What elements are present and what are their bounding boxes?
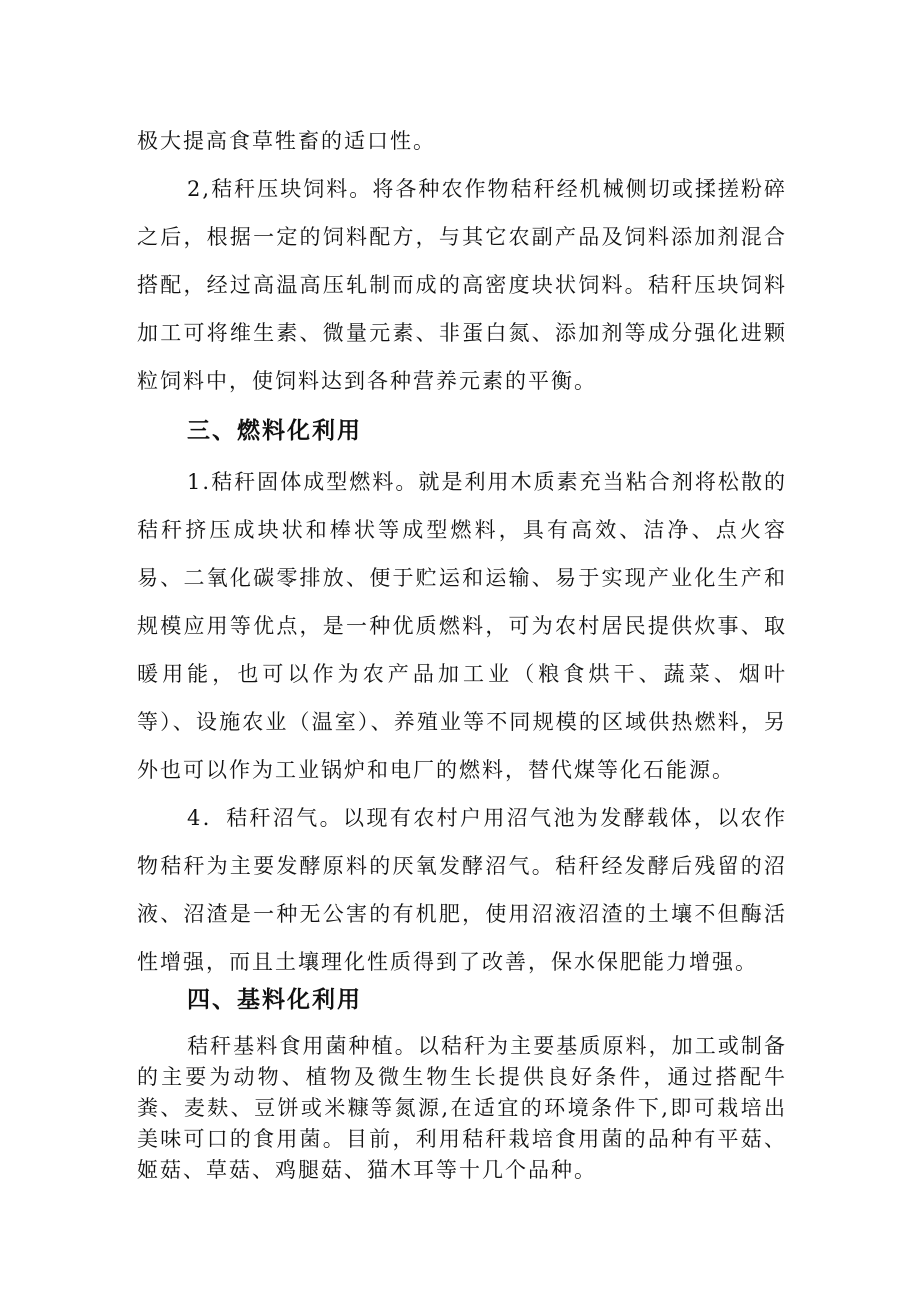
paragraph-mushroom-cultivation: 秸秆基料食用菌种植。以秸秆为主要基质原料，加工或制备的主要为动物、植物及微生物生长提供良好条件，通过搭配牛粪、麦麸、豆饼或米糠等氮源,在适宜的环境条件下,即可栽培出美味可口的食用菌。目前，利用秸秆栽培食用菌的品种有平菇、姬菇、草菇、鸡腿菇、猫木耳等十几个品种。: [137, 1034, 787, 1182]
paragraph-continuation: 极大提高食草牲畜的适口性。: [137, 129, 436, 153]
section-heading-substrate-utilization: 四、基料化利用: [187, 987, 362, 1013]
section-heading-fuel-utilization: 三、燃料化利用: [187, 418, 362, 444]
paragraph-straw-solid-fuel: 1.秸秆固体成型燃料。就是利用木质素充当粘合剂将松散的秸秆挤压成块状和棒状等成型燃料，具有高效、洁净、点火容易、二氧化碳零排放、便于贮运和运输、易于实现产业化生产和规模应用等优点，是一种优质燃料，可为农村居民提供炊事、取暖用能，也可以作为农产品加工业（粮食烘干、蔬菜、烟叶等）、设施农业（温室）、养殖业等不同规模的区域供热燃料，另外也可以作为工业锅炉和电厂的燃料，替代煤等化石能源。: [137, 470, 787, 782]
paragraph-straw-biogas: 4．秸秆沼气。以现有农村户用沼气池为发酵载体，以农作物秸秆为主要发酵原料的厌氧发酵沼气。秸秆经发酵后残留的沼液、沼渣是一种无公害的有机肥，使用沼液沼渣的土壤不但酶活性增强，而且土壤理化性质得到了改善，保水保肥能力增强。: [137, 806, 787, 974]
paragraph-straw-compressed-feed: 2,秸秆压块饲料。将各种农作物秸秆经机械侧切或揉搓粉碎之后，根据一定的饲料配方，与其它农副产品及饲料添加剂混合搭配，经过高温高压轧制而成的高密度块状饲料。秸秆压块饲料加工可将维生素、微量元素、非蛋白氮、添加剂等成分强化进颗粒饲料中，使饲料达到各种营养元素的平衡。: [137, 177, 787, 393]
